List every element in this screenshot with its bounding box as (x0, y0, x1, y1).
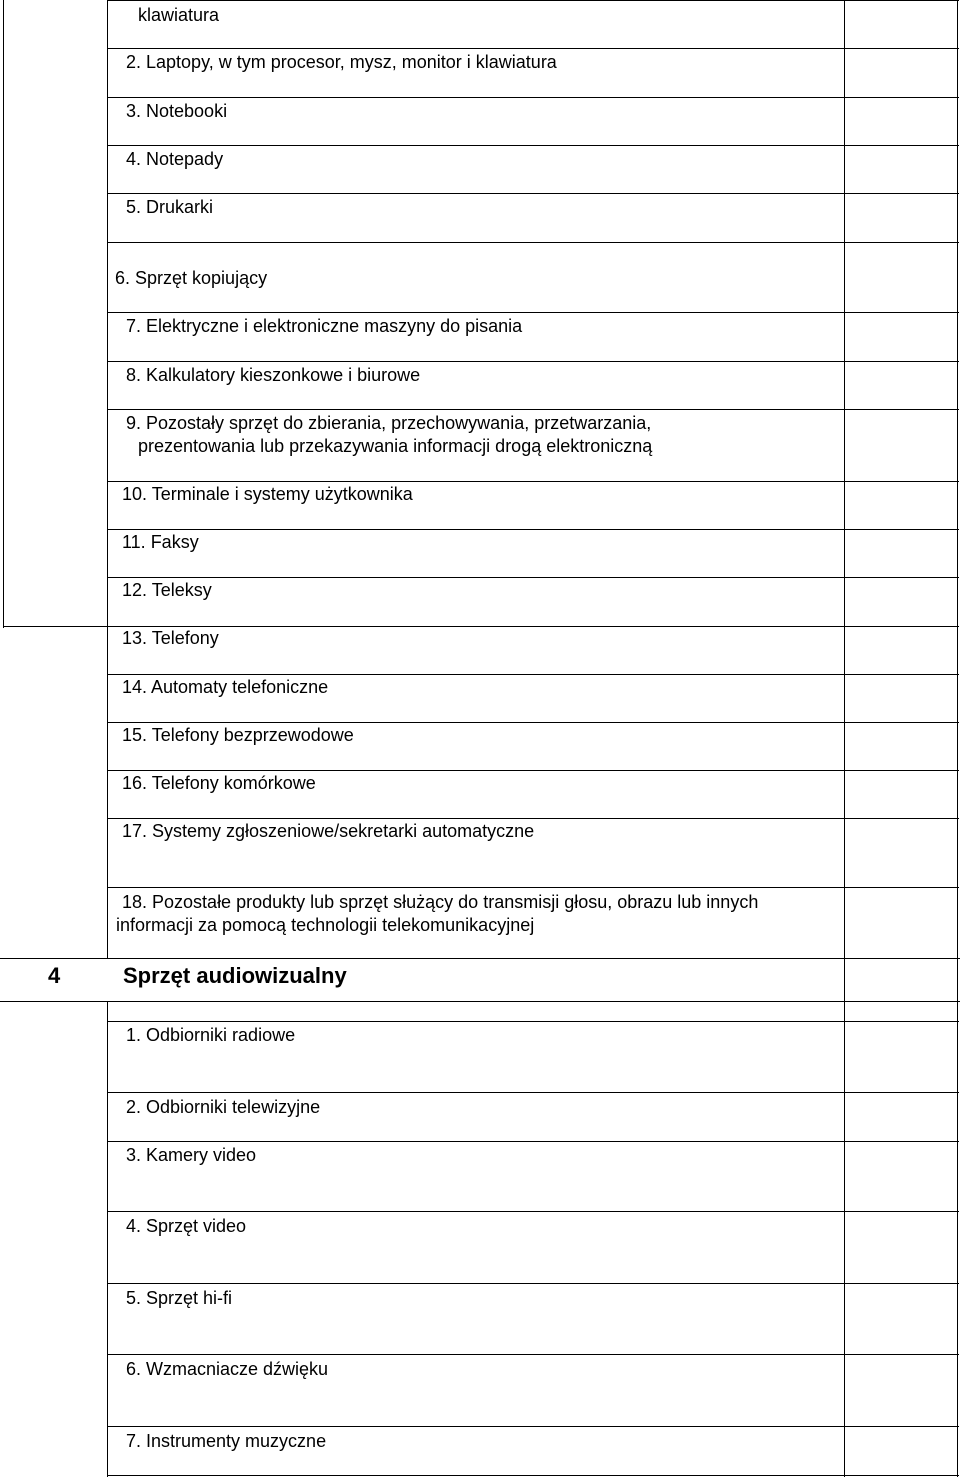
row-divider (107, 1211, 959, 1212)
list-item: 17. Systemy zgłoszeniowe/sekretarki automatyczne (122, 821, 535, 841)
list-item: 2. Odbiorniki telewizyjne (126, 1097, 321, 1117)
row-divider (107, 1426, 959, 1427)
row-divider (107, 409, 959, 410)
list-item: 1. Odbiorniki radiowe (126, 1025, 296, 1045)
row-divider (107, 242, 959, 243)
list-item: 3. Kamery video (126, 1145, 257, 1165)
list-item: 3. Notebooki (126, 101, 228, 121)
row-divider (107, 1092, 959, 1093)
list-item: 2. Laptopy, w tym procesor, mysz, monitor i klawiatura (126, 52, 557, 72)
row-divider (107, 577, 959, 578)
list-item: 14. Automaty telefoniczne (122, 677, 329, 697)
table-bottom-border (107, 1475, 959, 1476)
column-divider-left (107, 0, 108, 958)
list-item: 15. Telefony bezprzewodowe (122, 725, 354, 745)
list-item-continuation: informacji za pomocą technologii telekomunikacyjnej (116, 915, 535, 935)
list-item: 10. Terminale i systemy użytkownika (122, 484, 413, 504)
row-divider (107, 770, 959, 771)
list-item: 18. Pozostałe produkty lub sprzęt służący do transmisji głosu, obrazu lub innych (122, 892, 759, 912)
row-divider-full (0, 1001, 960, 1002)
table-right-border (957, 0, 958, 1477)
section-number: 4 (48, 963, 61, 988)
list-item: 7. Elektryczne i elektroniczne maszyny do pisania (126, 316, 523, 336)
row-divider (107, 361, 959, 362)
row-divider (107, 722, 959, 723)
list-item: klawiatura (138, 5, 220, 25)
list-item: 5. Drukarki (126, 197, 214, 217)
row-divider (107, 887, 959, 888)
list-item-continuation: prezentowania lub przekazywania informacji drogą elektroniczną (138, 436, 653, 456)
section-title: Sprzęt audiowizualny (123, 963, 347, 988)
row-divider (107, 97, 959, 98)
row-divider-full (0, 958, 960, 959)
list-item: 16. Telefony komórkowe (122, 773, 316, 793)
list-item: 5. Sprzęt hi-fi (126, 1288, 233, 1308)
list-item: 11. Faksy (122, 532, 199, 552)
row-divider (107, 48, 959, 49)
row-divider (107, 818, 959, 819)
column-divider-right (844, 0, 845, 1477)
row-divider (107, 1021, 959, 1022)
row-divider (107, 1283, 959, 1284)
row-divider (107, 1354, 959, 1355)
list-item: 4. Sprzęt video (126, 1216, 247, 1236)
row-divider (107, 529, 959, 530)
column-divider-left-lower (107, 1001, 108, 1477)
row-divider (107, 1141, 959, 1142)
row-divider (107, 674, 959, 675)
row-divider (107, 0, 959, 1)
list-item: 7. Instrumenty muzyczne (126, 1431, 327, 1451)
list-item: 4. Notepady (126, 149, 224, 169)
row-divider (107, 145, 959, 146)
table-left-border (3, 0, 4, 628)
row-divider (107, 193, 959, 194)
row-divider (107, 481, 959, 482)
list-item: 12. Teleksy (122, 580, 212, 600)
list-item: 13. Telefony (122, 628, 219, 648)
list-item: 6. Wzmacniacze dźwięku (126, 1359, 329, 1379)
list-item: 6. Sprzęt kopiujący (115, 268, 268, 288)
list-item: 9. Pozostały sprzęt do zbierania, przechowywania, przetwarzania, (126, 413, 652, 433)
row-divider (107, 312, 959, 313)
list-item: 8. Kalkulatory kieszonkowe i biurowe (126, 365, 421, 385)
